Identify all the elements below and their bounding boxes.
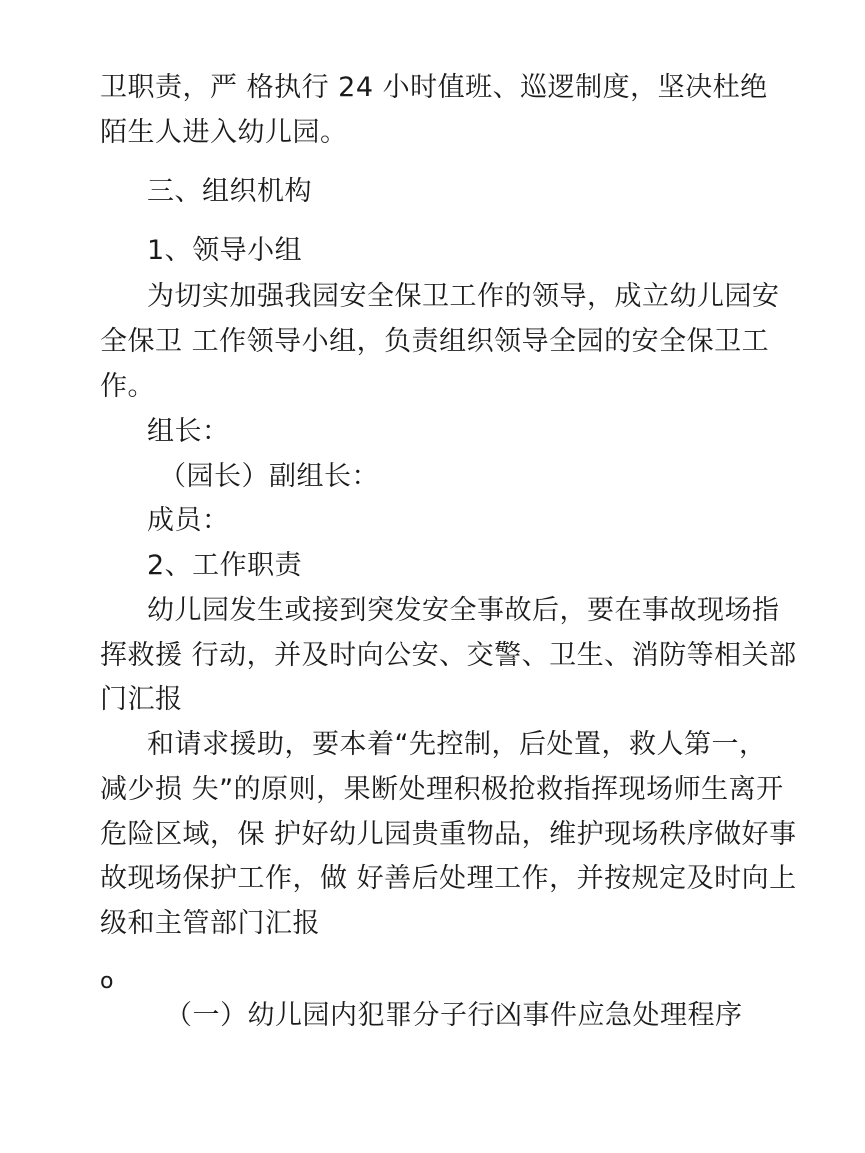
paragraph-line: 危险区域，保 护好幼儿园贵重物品，维护现场秩序做好事 (100, 819, 797, 850)
paragraph-line: 挥救援 行动，并及时向公安、交警、卫生、消防等相关部 (100, 640, 797, 671)
group-leader-label: 组长： (147, 416, 230, 447)
members-label: 成员： (147, 505, 230, 536)
paragraph-line: 门汇报 (100, 684, 183, 715)
deputy-leader-label: （园长）副组长： (159, 461, 379, 492)
paragraph-line: 作。 (100, 371, 155, 402)
stray-mark: o (100, 969, 114, 994)
paragraph-line: 减少损 失”的原则，果断处理积极抢救指挥现场师生离开 (100, 774, 784, 805)
section-heading: （一）幼儿园内犯罪分子行凶事件应急处理程序 (165, 1000, 743, 1031)
section-heading: 三、组织机构 (147, 176, 312, 207)
subsection-heading: 2、工作职责 (147, 550, 303, 581)
paragraph-line: 卫职责，严 格执行 24 小时值班、巡逻制度，坚决杜绝 (100, 72, 768, 103)
paragraph-line: 陌生人进入幼儿园。 (100, 117, 348, 148)
paragraph-line: 级和主管部门汇报 (100, 908, 320, 939)
paragraph-line: 和请求援助，要本着“先控制，后处置，救人第一， (147, 729, 767, 760)
paragraph-line: 幼儿园发生或接到突发安全事故后，要在事故现场指 (147, 595, 780, 626)
paragraph-line: 全保卫 工作领导小组，负责组织领导全园的安全保卫工 (100, 326, 770, 357)
subsection-heading: 1、领导小组 (147, 235, 303, 266)
paragraph-line: 为切实加强我园安全保卫工作的领导，成立幼儿园安 (147, 281, 780, 312)
paragraph-line: 故现场保护工作，做 好善后处理工作，并按规定及时向上 (100, 863, 797, 894)
